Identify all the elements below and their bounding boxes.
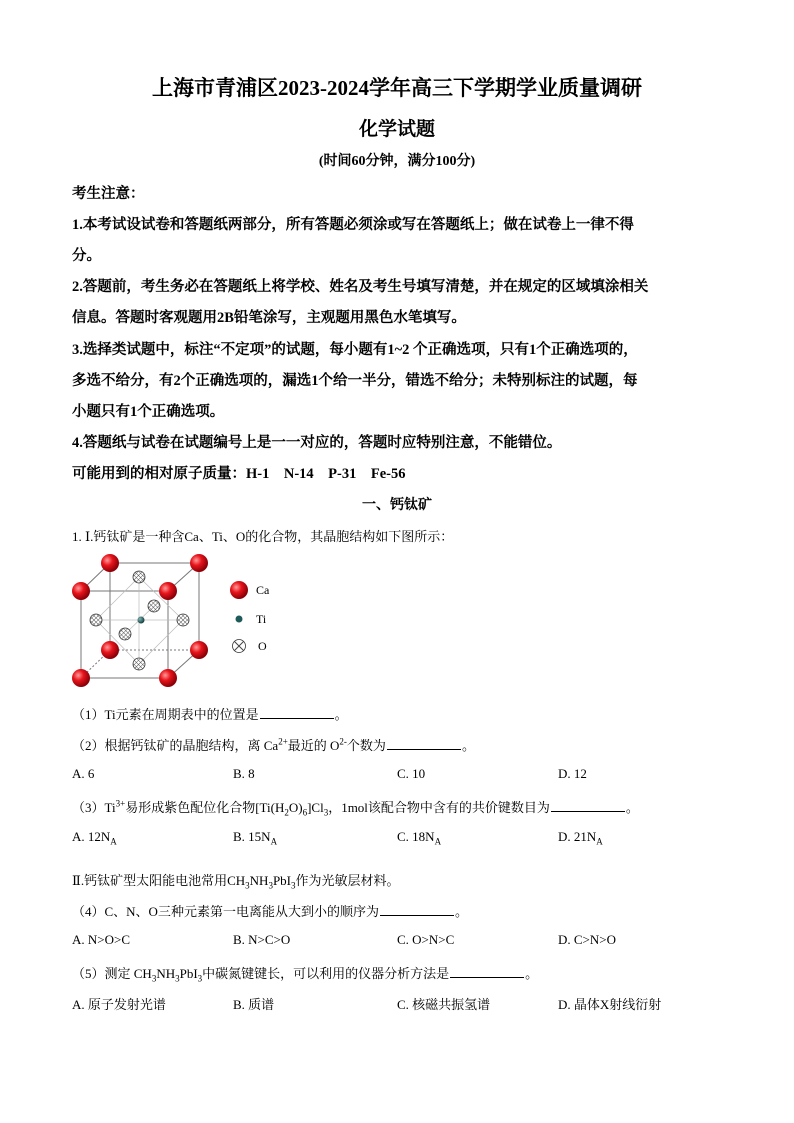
q5-text-pre: （5）测定 CH [72, 966, 152, 981]
notice-3a: 3.选择类试题中，标注“不定项”的试题，每小题有1~2 个正确选项，只有1个正确选项的， [72, 342, 638, 358]
notice-3c: 小题只有1个正确选项。 [72, 404, 225, 420]
question-1-2 [72, 735, 475, 754]
part2-sub-1: 3 [245, 880, 250, 891]
q2-text-post: 个数为 [346, 738, 386, 753]
q2-end: 。 [461, 738, 475, 753]
question-1-3 [72, 797, 639, 818]
notice-4: 4.答题纸与试卷在试题编号上是一一对应的，答题时应特别注意，不能错位。 [72, 435, 562, 451]
q5-text-m2: PbI [179, 966, 198, 981]
q4-option-c[interactable]: C. O>N>C [397, 932, 455, 947]
notice-1b: 分。 [72, 248, 101, 264]
q4-option-b[interactable]: B. N>C>O [233, 932, 291, 947]
q4-option-d[interactable]: D. C>N>O [558, 932, 616, 947]
perovskite-unit-cell-figure [66, 550, 216, 695]
q3-option-d-label: D. 21N [558, 829, 597, 844]
q3-text-pre: （3）Ti [72, 800, 116, 815]
q3-sup: 3+ [115, 798, 126, 809]
part2-text-m2: PbI [272, 873, 291, 888]
q3-option-b-label: B. 15N [233, 829, 271, 844]
q5-text: 中碳氮键键长，可以利用的仪器分析方法是 [202, 966, 450, 981]
part2-text-post: 作为光敏层材料。 [295, 873, 400, 888]
q3-text-4: ，1mol该配合物中含有的共价键数目为 [328, 800, 550, 815]
notice-1a: 1.本考试设试卷和答题纸两部分，所有答题必须涂或写在答题纸上；做在试卷上一律不得 [72, 217, 634, 233]
q2-option-d[interactable]: D. 12 [558, 766, 587, 781]
q3-sub-1: 2 [284, 807, 289, 818]
q1-end: 。 [334, 707, 348, 722]
q3-option-b-sub: A [270, 836, 278, 847]
q5-sub-3: 3 [197, 973, 203, 984]
part-2-intro [72, 870, 400, 891]
notice-2a: 2.答题前，考生务必在答题纸上将学校、姓名及考生号填写清楚，并在规定的区域填涂相关 [72, 279, 649, 295]
q5-end: 。 [525, 966, 539, 981]
q5-option-b[interactable]: B. 质谱 [233, 997, 275, 1012]
question-1-5 [72, 963, 538, 984]
question-1-1 [72, 704, 348, 723]
q2-option-b[interactable]: B. 8 [233, 766, 255, 781]
part2-sub-2: 3 [268, 880, 273, 891]
legend-ca-icon [229, 580, 249, 600]
q3-option-d[interactable] [558, 829, 603, 847]
ti-atom [138, 617, 145, 624]
q2-sup-ca: 2+ [278, 736, 288, 747]
q3-end: 。 [625, 800, 639, 815]
q5-option-d[interactable]: D. 晶体X射线衍射 [558, 997, 662, 1012]
q1-text: （1）Ti元素在周期表中的位置是 [72, 707, 259, 722]
question-1-intro: 1. Ⅰ.钙钛矿是一种含Ca、Ti、O的化合物，其晶胞结构如下图所示： [72, 529, 454, 544]
q1-answer-blank[interactable] [260, 704, 334, 719]
notice-3b: 多选不给分，有2个正确选项的，漏选1个给一半分，错选不给分；未特别标注的试题，每 [72, 373, 638, 389]
q3-answer-blank[interactable] [551, 797, 625, 812]
q4-text: （4）C、N、O三种元素第一电离能从大到小的顺序为 [72, 904, 379, 919]
q5-option-a[interactable]: A. 原子发射光谱 [72, 997, 166, 1012]
q2-sup-o: 2- [339, 736, 347, 747]
part2-text-pre: Ⅱ.钙钛矿型太阳能电池常用CH [72, 873, 246, 888]
q5-option-c[interactable]: C. 核磁共振氢谱 [397, 997, 491, 1012]
q5-answer-blank[interactable] [450, 963, 524, 978]
q3-option-b[interactable] [233, 829, 277, 847]
q2-option-c[interactable]: C. 10 [397, 766, 426, 781]
time-info: (时间60分钟，满分100分) [318, 154, 476, 169]
q4-end: 。 [454, 904, 468, 919]
q2-text-pre: （2）根据钙钛矿的晶胞结构，离 Ca [72, 738, 279, 753]
q3-option-a-sub: A [110, 836, 117, 847]
q4-option-a[interactable]: A. N>O>C [72, 932, 130, 947]
q3-text-3: ]Cl [307, 800, 324, 815]
q3-option-d-sub: A [596, 836, 603, 847]
atomic-mass: 可能用到的相对原子质量：H-1 N-14 P-31 Fe-56 [72, 466, 406, 482]
q4-answer-blank[interactable] [380, 901, 454, 916]
question-1-4 [72, 901, 468, 920]
q3-option-a-label: A. 12N [72, 829, 111, 844]
q5-sub-2: 3 [175, 973, 180, 984]
part2-sub-3: 3 [291, 880, 296, 891]
legend-o-icon [231, 638, 247, 654]
legend-ti-icon [233, 613, 245, 625]
q5-text-m1: NH [156, 966, 176, 981]
notice-2b: 信息。答题时客观题用2B铅笔涂写，主观题用黑色水笔填写。 [72, 310, 466, 326]
q3-sub-2: 6 [302, 807, 308, 818]
q3-text-1: 易形成紫色配位化合物[Ti(H [125, 800, 285, 815]
q3-text-2: O) [288, 800, 303, 815]
q3-option-a[interactable] [72, 829, 117, 847]
q3-option-c-sub: A [434, 836, 442, 847]
q3-sub-3: 3 [323, 807, 329, 818]
q2-answer-blank[interactable] [387, 735, 461, 750]
section-title: 一、钙钛矿 [362, 498, 432, 513]
q3-option-c[interactable] [397, 829, 441, 847]
notice-heading: 考生注意： [72, 186, 145, 202]
q2-text-mid: 最近的 O [287, 738, 340, 753]
q3-option-c-label: C. 18N [397, 829, 435, 844]
part2-text-m1: NH [249, 873, 269, 888]
q2-option-a[interactable]: A. 6 [72, 766, 95, 781]
legend-ti-label: Ti [256, 612, 267, 626]
q5-sub-1: 3 [151, 973, 157, 984]
legend-o-label: O [258, 639, 267, 653]
subject-title: 化学试题 [358, 119, 435, 140]
legend-ca-label: Ca [256, 583, 270, 597]
exam-title: 上海市青浦区2023-2024学年高三下学期学业质量调研 [152, 76, 642, 100]
